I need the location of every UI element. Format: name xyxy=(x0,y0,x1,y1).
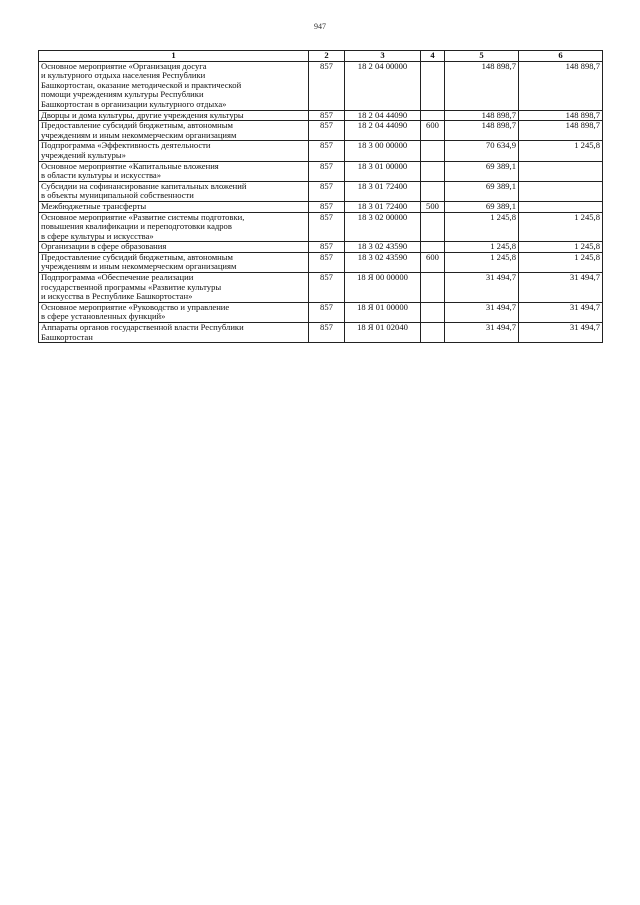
row-expense-type xyxy=(421,212,445,242)
row-description: Субсидии на софинансирование капитальных вложений в объекты муниципальной собственности xyxy=(39,181,309,201)
table-row xyxy=(39,181,603,201)
row-description: Аппараты органов государственной власти Республики Башкортостан xyxy=(39,323,309,343)
row-department-code: 857 xyxy=(309,242,345,253)
table-row xyxy=(39,121,603,141)
row-description: Основное мероприятие «Капитальные вложения в области культуры и искусства» xyxy=(39,161,309,181)
table-row xyxy=(39,273,603,303)
row-article-code: 18 3 01 72400 xyxy=(345,181,421,201)
row-amount-col6: 148 898,7 xyxy=(519,61,603,110)
page-number: 947 xyxy=(314,22,326,31)
row-amount-col6 xyxy=(519,161,603,181)
row-amount-col5: 31 494,7 xyxy=(445,273,519,303)
row-expense-type xyxy=(421,181,445,201)
row-amount-col6: 1 245,8 xyxy=(519,212,603,242)
row-expense-type: 500 xyxy=(421,201,445,212)
column-header: 4 xyxy=(421,51,445,62)
row-amount-col5: 69 389,1 xyxy=(445,181,519,201)
table-row xyxy=(39,141,603,161)
row-amount-col5: 31 494,7 xyxy=(445,323,519,343)
row-article-code: 18 2 04 44090 xyxy=(345,121,421,141)
row-article-code: 18 Я 01 02040 xyxy=(345,323,421,343)
table-row xyxy=(39,302,603,322)
row-expense-type xyxy=(421,273,445,303)
row-amount-col5: 148 898,7 xyxy=(445,121,519,141)
row-amount-col6: 148 898,7 xyxy=(519,110,603,121)
row-amount-col6: 31 494,7 xyxy=(519,302,603,322)
row-department-code: 857 xyxy=(309,201,345,212)
row-expense-type xyxy=(421,323,445,343)
table-row xyxy=(39,323,603,343)
row-description: Основное мероприятие «Руководство и управление в сфере установленных функций» xyxy=(39,302,309,322)
row-department-code: 857 xyxy=(309,181,345,201)
row-article-code: 18 3 00 00000 xyxy=(345,141,421,161)
column-header: 2 xyxy=(309,51,345,62)
row-department-code: 857 xyxy=(309,61,345,110)
table-row xyxy=(39,110,603,121)
row-article-code: 18 2 04 00000 xyxy=(345,61,421,110)
row-expense-type xyxy=(421,61,445,110)
table-row xyxy=(39,201,603,212)
row-amount-col5: 148 898,7 xyxy=(445,110,519,121)
row-expense-type xyxy=(421,161,445,181)
row-amount-col5: 1 245,8 xyxy=(445,252,519,272)
row-amount-col5: 1 245,8 xyxy=(445,242,519,253)
row-department-code: 857 xyxy=(309,302,345,322)
row-department-code: 857 xyxy=(309,252,345,272)
row-article-code: 18 3 01 00000 xyxy=(345,161,421,181)
row-description: Предоставление субсидий бюджетным, автономным учреждениям и иным некоммерческим организациям xyxy=(39,121,309,141)
column-header: 6 xyxy=(519,51,603,62)
row-description: Основное мероприятие «Развитие системы подготовки, повышения квалификации и переподготовки кадров в сфере культуры и искусства» xyxy=(39,212,309,242)
row-department-code: 857 xyxy=(309,161,345,181)
row-department-code: 857 xyxy=(309,212,345,242)
row-article-code: 18 3 01 72400 xyxy=(345,201,421,212)
column-header: 3 xyxy=(345,51,421,62)
row-amount-col5: 148 898,7 xyxy=(445,61,519,110)
row-article-code: 18 Я 00 00000 xyxy=(345,273,421,303)
row-amount-col6: 31 494,7 xyxy=(519,273,603,303)
row-expense-type: 600 xyxy=(421,252,445,272)
row-description: Подпрограмма «Эффективность деятельности учреждений культуры» xyxy=(39,141,309,161)
row-expense-type xyxy=(421,110,445,121)
table-row xyxy=(39,252,603,272)
column-header: 1 xyxy=(39,51,309,62)
row-amount-col6: 1 245,8 xyxy=(519,141,603,161)
row-description: Предоставление субсидий бюджетным, автономным учреждениям и иным некоммерческим организациям xyxy=(39,252,309,272)
row-amount-col6: 31 494,7 xyxy=(519,323,603,343)
table-row xyxy=(39,61,603,110)
row-description: Организации в сфере образования xyxy=(39,242,309,253)
table-header-row xyxy=(39,51,603,62)
column-header: 5 xyxy=(445,51,519,62)
row-expense-type xyxy=(421,302,445,322)
row-article-code: 18 Я 01 00000 xyxy=(345,302,421,322)
table-row xyxy=(39,212,603,242)
row-description: Подпрограмма «Обеспечение реализации государственной программы «Развитие культуры и искусства в Республике Башкортостан» xyxy=(39,273,309,303)
row-description: Межбюджетные трансферты xyxy=(39,201,309,212)
row-expense-type: 600 xyxy=(421,121,445,141)
row-description: Основное мероприятие «Организация досуга и культурного отдыха населения Республики Башкортостан, оказание методической и практической помощи учреждениям культуры Республики Башкортостан в организации культурного отдыха» xyxy=(39,61,309,110)
row-article-code: 18 3 02 43590 xyxy=(345,252,421,272)
row-article-code: 18 3 02 00000 xyxy=(345,212,421,242)
row-amount-col5: 69 389,1 xyxy=(445,161,519,181)
row-department-code: 857 xyxy=(309,121,345,141)
row-department-code: 857 xyxy=(309,141,345,161)
row-amount-col5: 69 389,1 xyxy=(445,201,519,212)
row-article-code: 18 2 04 44090 xyxy=(345,110,421,121)
row-description: Дворцы и дома культуры, другие учреждения культуры xyxy=(39,110,309,121)
row-amount-col6 xyxy=(519,181,603,201)
row-amount-col6: 148 898,7 xyxy=(519,121,603,141)
row-amount-col5: 70 634,9 xyxy=(445,141,519,161)
row-department-code: 857 xyxy=(309,110,345,121)
row-department-code: 857 xyxy=(309,273,345,303)
table-row xyxy=(39,242,603,253)
budget-table xyxy=(38,50,603,343)
row-amount-col6: 1 245,8 xyxy=(519,252,603,272)
row-amount-col5: 31 494,7 xyxy=(445,302,519,322)
row-article-code: 18 3 02 43590 xyxy=(345,242,421,253)
table-row xyxy=(39,161,603,181)
row-expense-type xyxy=(421,242,445,253)
row-department-code: 857 xyxy=(309,323,345,343)
row-amount-col6: 1 245,8 xyxy=(519,242,603,253)
row-expense-type xyxy=(421,141,445,161)
row-amount-col5: 1 245,8 xyxy=(445,212,519,242)
row-amount-col6 xyxy=(519,201,603,212)
